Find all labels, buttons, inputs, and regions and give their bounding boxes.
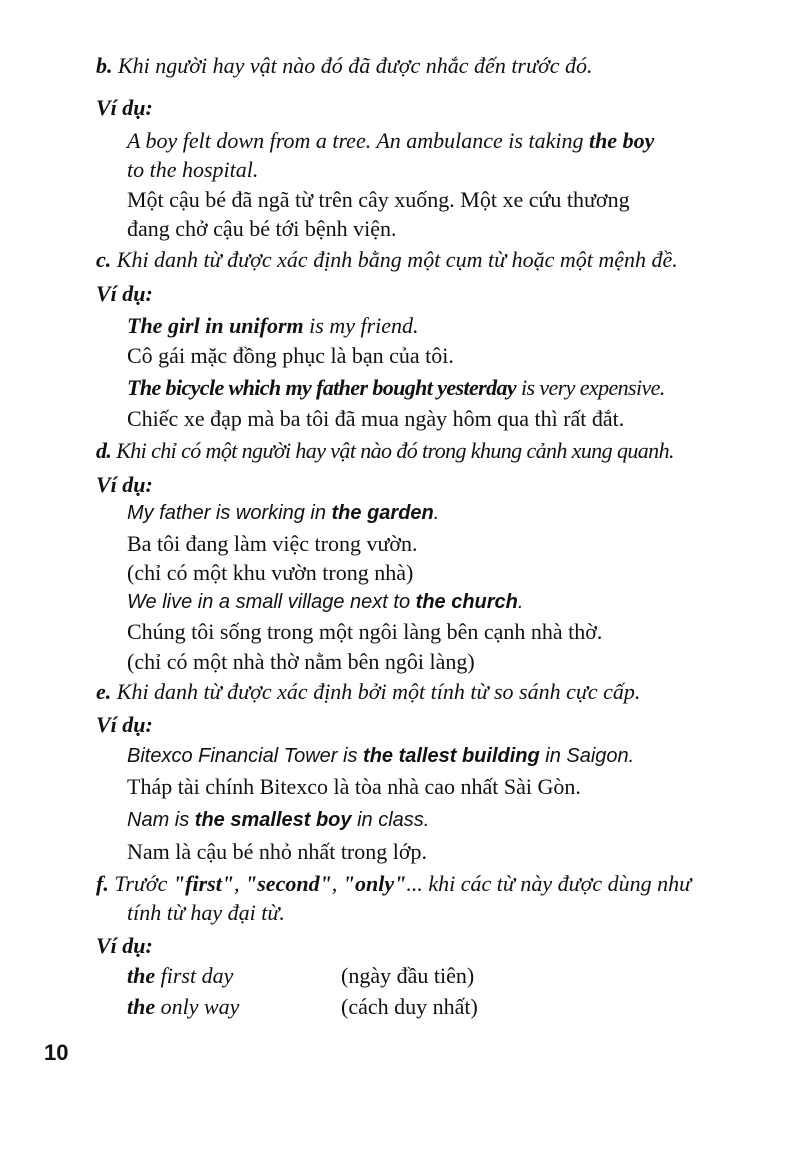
section-e-heading — [96, 678, 640, 706]
section-f-separator-2: , — [331, 871, 343, 896]
section-e-en-example-2 — [127, 806, 429, 834]
section-b-text: Khi người hay vật nào đó đã được nhắc đến trước đó. — [112, 53, 593, 78]
section-c-vi-translation-2: Chiếc xe đạp mà ba tôi đã mua ngày hôm qua thì rất đắt. — [127, 406, 625, 431]
section-c-text: Khi danh từ được xác định bằng một cụm từ hoặc một mệnh đề. — [111, 247, 678, 272]
section-d-en1-text: My father is working in — [127, 502, 332, 524]
section-b-en-text: A boy felt down from a tree. An ambulance is taking — [127, 128, 589, 153]
section-d-vi-translation-1: Ba tôi đang làm việc trong vườn. — [127, 531, 418, 556]
section-d-en-example-1 — [127, 499, 439, 527]
section-b-heading — [96, 52, 593, 80]
section-e-en2-text: Nam is — [127, 809, 195, 831]
section-f-en-example-1 — [127, 962, 233, 990]
section-f-separator-1: , — [234, 871, 246, 896]
section-e-text: Khi danh từ được xác định bởi một tính từ so sánh cực cấp. — [111, 679, 641, 704]
section-e-en2-end: in class. — [351, 809, 430, 831]
section-c-vi-translation-1: Cô gái mặc đồng phục là bạn của tôi. — [127, 343, 454, 368]
section-d-note-1: (chỉ có một khu vườn trong nhà) — [127, 560, 414, 585]
section-d-en1-end: . — [433, 502, 440, 524]
section-d-en1-bold: the garden — [331, 502, 434, 524]
section-d-en-example-2 — [127, 588, 523, 616]
section-f-text-pre: Trước — [108, 871, 173, 896]
section-f-ex1-text: first day — [155, 963, 234, 988]
section-d-note-2: (chỉ có một nhà thờ nằm bên ngôi làng) — [127, 649, 475, 674]
section-b-example-label: Ví dụ: — [96, 95, 153, 120]
section-b-marker: b. — [96, 53, 113, 78]
section-f-word-second: "second" — [245, 871, 332, 896]
section-e-en2-bold: the smallest boy — [194, 809, 352, 831]
section-e-marker: e. — [96, 679, 112, 704]
section-d-en2-text: We live in a small village next to — [127, 591, 416, 613]
section-c-en1-bold: The girl in uniform — [127, 313, 304, 338]
section-f-vi-translation-1: (ngày đầu tiên) — [341, 963, 475, 988]
section-f-marker: f. — [96, 871, 109, 896]
section-f-en-example-2 — [127, 993, 239, 1021]
section-b-en-bold: the boy — [588, 128, 655, 153]
section-d-heading — [96, 437, 674, 465]
section-c-heading — [96, 246, 678, 274]
section-d-example-label: Ví dụ: — [96, 472, 153, 497]
section-d-marker: d. — [96, 438, 112, 463]
section-b-en-example-line2: to the hospital. — [127, 157, 259, 182]
section-e-vi-translation-2: Nam là cậu bé nhỏ nhất trong lớp. — [127, 839, 427, 864]
section-c-marker: c. — [96, 247, 112, 272]
section-f-vi-translation-2: (cách duy nhất) — [341, 994, 478, 1019]
section-f-text-post: ... khi các từ này được dùng như — [406, 871, 692, 896]
section-f-example-label: Ví dụ: — [96, 933, 153, 958]
section-b-en-example-line1 — [127, 127, 654, 155]
section-d-en2-end: . — [517, 591, 524, 613]
section-c-en-example-2 — [127, 374, 665, 402]
section-d-vi-translation-2: Chúng tôi sống trong một ngôi làng bên cạnh nhà thờ. — [127, 619, 603, 644]
page-number: 10 — [44, 1040, 69, 1065]
section-f-heading-line2: tính từ hay đại từ. — [127, 900, 285, 925]
section-e-en1-end: in Saigon. — [539, 745, 635, 767]
section-c-en2-bold: The bicycle which my father bought yesterday — [127, 375, 517, 400]
section-d-en2-bold: the church — [415, 591, 518, 613]
section-e-en-example-1 — [127, 742, 634, 770]
section-c-en2-text: is very expensive. — [516, 375, 665, 400]
section-f-word-only: "only" — [342, 871, 407, 896]
section-c-en-example-1 — [127, 312, 419, 340]
section-b-vi-translation-line1: Một cậu bé đã ngã từ trên cây xuống. Một xe cứu thương — [127, 187, 630, 212]
section-e-en1-bold: the tallest building — [363, 745, 540, 767]
section-f-ex2-bold: the — [127, 994, 156, 1019]
section-f-ex1-bold: the — [127, 963, 156, 988]
section-f-ex2-text: only way — [155, 994, 240, 1019]
section-f-word-first: "first" — [172, 871, 235, 896]
section-b-vi-translation-line2: đang chở cậu bé tới bệnh viện. — [127, 216, 397, 241]
section-d-text: Khi chỉ có một người hay vật nào đó trong khung cảnh xung quanh. — [111, 438, 674, 463]
section-e-example-label: Ví dụ: — [96, 712, 153, 737]
section-e-vi-translation-1: Tháp tài chính Bitexco là tòa nhà cao nhất Sài Gòn. — [127, 774, 581, 799]
section-c-example-label: Ví dụ: — [96, 281, 153, 306]
section-c-en1-text: is my friend. — [303, 313, 419, 338]
section-e-en1-text: Bitexco Financial Tower is — [127, 745, 364, 767]
section-f-heading-line1 — [96, 870, 691, 898]
